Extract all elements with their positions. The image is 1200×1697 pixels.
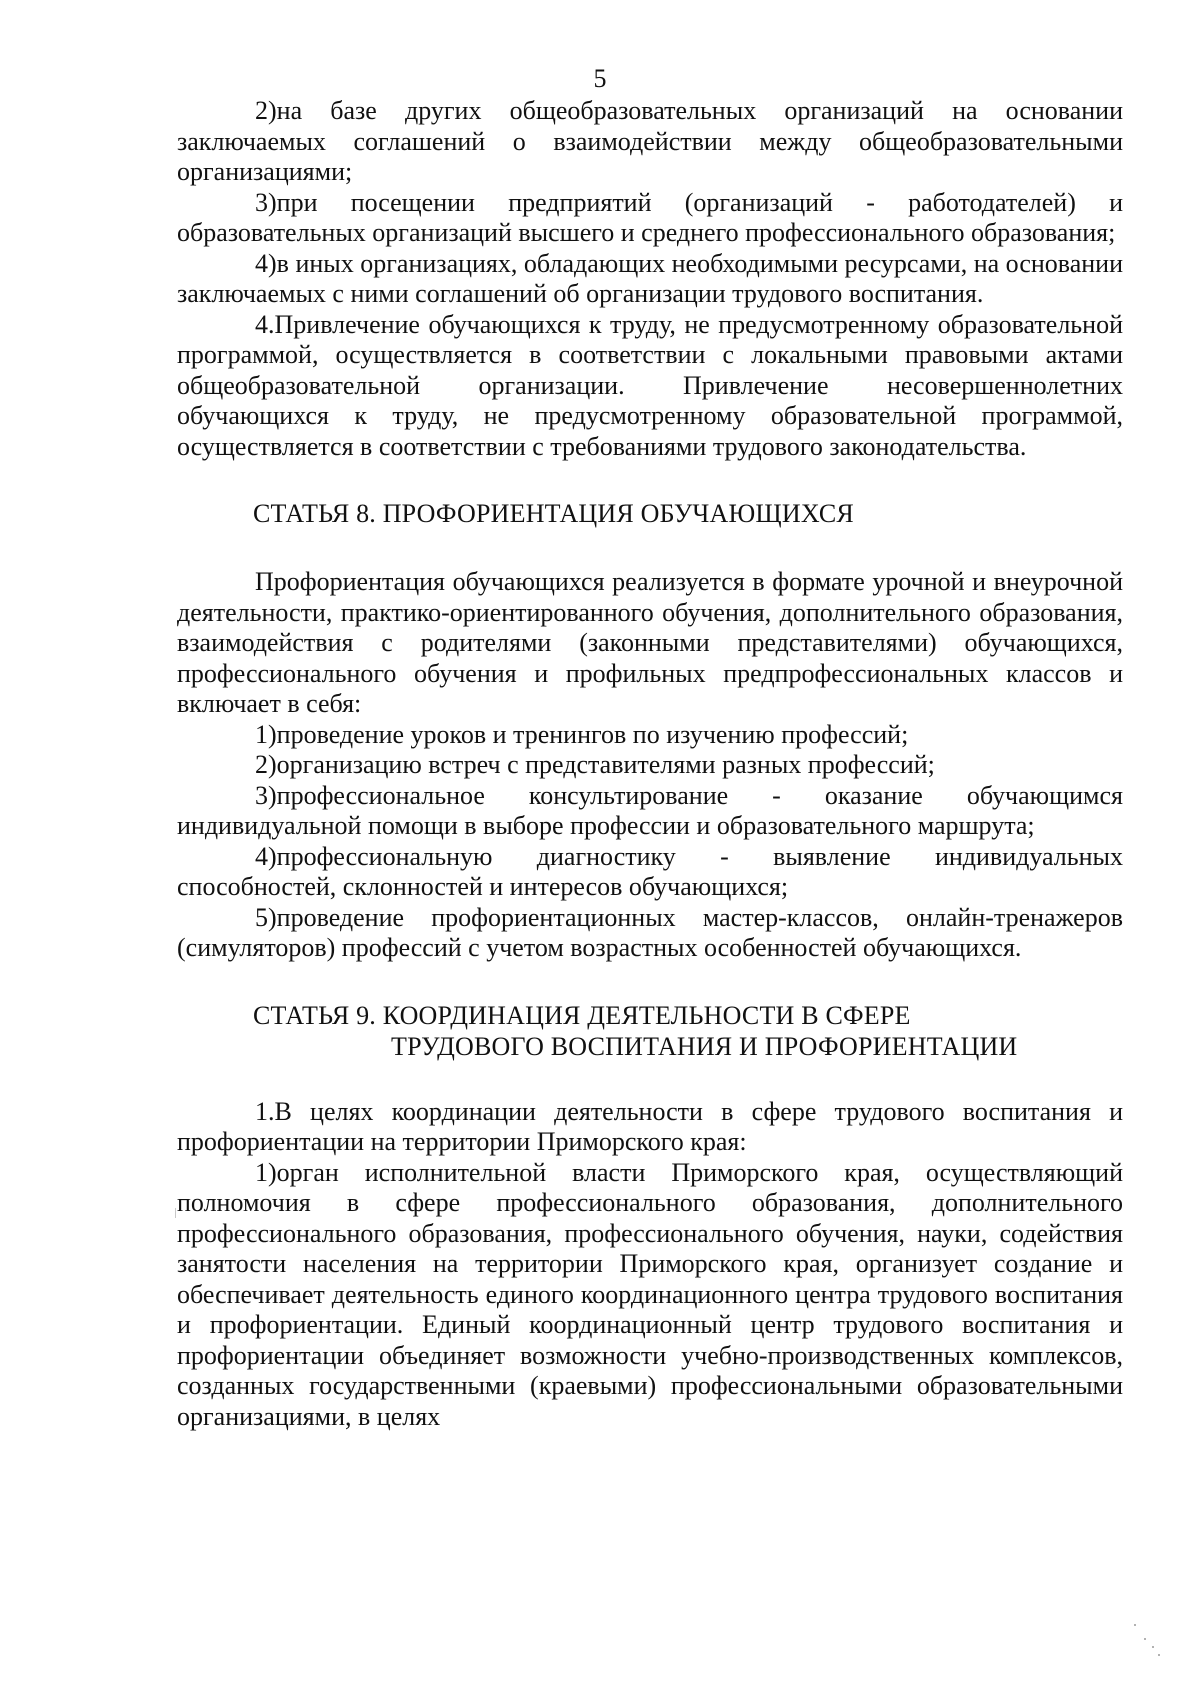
paragraph-profor-3: 3)профессиональное консультирование - оказание обучающимся индивидуальной помощи в выборе профессии и образовательного маршрута; bbox=[177, 780, 1123, 840]
paragraph-coord-1: 1.В целях координации деятельности в сфере трудового воспитания и профориентации на территории Приморского края: bbox=[177, 1096, 1123, 1156]
scan-specks bbox=[1128, 1620, 1168, 1660]
paragraph-item-3: 3)при посещении предприятий (организаций - работодателей) и образовательных организаций высшего и среднего профессионального образования; bbox=[177, 187, 1123, 247]
article-8-heading: СТАТЬЯ 8. ПРОФОРИЕНТАЦИЯ ОБУЧАЮЩИХСЯ bbox=[253, 499, 854, 528]
paragraph-profor-2: 2)организацию встреч с представителями разных профессий; bbox=[255, 750, 935, 779]
page-number: 5 bbox=[593, 64, 607, 93]
paragraph-coord-1-1: 1)орган исполнительной власти Приморского края, осуществляющий полномочия в сфере профессионального образования, дополнительного профессионального образования, профессионального обучения, науки, содействия занятости населения на территории Приморского края, организует создание и обеспечивает деятельность единого координационного центра трудового воспитания и профориентации. Единый координационный центр трудового воспитания и профориентации объединяет возможности учебно-производственных комплексов, созданных государственными (краевыми) профессиональными образовательными организациями, в целях bbox=[177, 1157, 1123, 1431]
paragraph-item-4: 4)в иных организациях, обладающих необходимыми ресурсами, на основании заключаемых с ними соглашений об организации трудового воспитания. bbox=[177, 248, 1123, 308]
paragraph-profor-1: 1)проведение уроков и тренингов по изучению профессий; bbox=[255, 719, 909, 749]
article-9-heading bbox=[177, 1000, 1123, 1062]
paragraph-profor-5: 5)проведение профориентационных мастер-классов, онлайн-тренажеров (симуляторов) профессий с учетом возрастных особенностей обучающихся. bbox=[177, 902, 1123, 962]
document-body bbox=[177, 96, 1123, 1432]
paragraph-point-4: 4.Привлечение обучающихся к труду, не предусмотренному образовательной программой, осуществляется в соответствии с локальными правовыми актами общеобразовательной организации. Привлечение несовершеннолетних обучающихся к труду, не предусмотренному образовательной программой, осуществляется в соответствии с требованиями трудового законодательства. bbox=[177, 309, 1123, 461]
paragraph-profor-intro: Профориентация обучающихся реализуется в формате урочной и внеурочной деятельности, практико-ориентированного обучения, дополнительного образования, взаимодействия с родителями (законными представителями) обучающихся, профессионального обучения и профильных предпрофессиональных классов и включает в себя: bbox=[177, 567, 1123, 718]
paragraph-profor-4: 4)профессиональную диагностику - выявление индивидуальных способностей, склонностей и интересов обучающихся; bbox=[177, 841, 1123, 901]
scan-margin-mark bbox=[175, 1208, 176, 1218]
paragraph-item-2: 2)на базе других общеобразовательных организаций на основании заключаемых соглашений о взаимодействии между общеобразовательными организациями; bbox=[177, 96, 1123, 186]
article-9-heading-line1: СТАТЬЯ 9. КООРДИНАЦИЯ ДЕЯТЕЛЬНОСТИ В СФЕРЕ bbox=[253, 1000, 911, 1030]
article-9-heading-line2: ТРУДОВОГО ВОСПИТАНИЯ И ПРОФОРИЕНТАЦИИ bbox=[391, 1031, 1018, 1061]
